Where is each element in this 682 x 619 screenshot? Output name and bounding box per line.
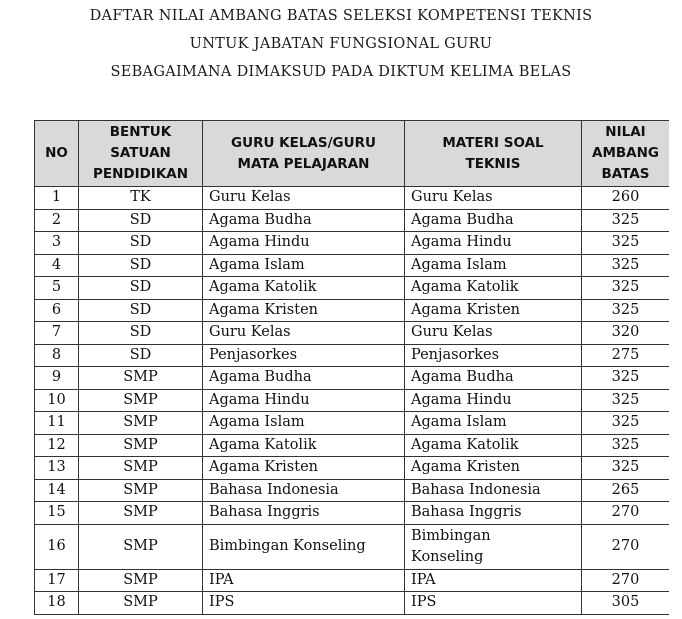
header-no: NO	[35, 121, 79, 187]
cell-guru: IPA	[203, 569, 405, 592]
header-materi-soal-teknis: MATERI SOAL TEKNIS	[405, 121, 582, 187]
table-row	[35, 434, 670, 457]
cell-no: 2	[35, 209, 79, 232]
cell-materi: Agama Islam	[405, 254, 582, 277]
cell-guru: Guru Kelas	[203, 187, 405, 210]
cell-materi: Agama Budha	[405, 209, 582, 232]
document-title-line-3: SEBAGAIMANA DIMAKSUD PADA DIKTUM KELIMA BELAS	[110, 64, 572, 80]
table-header-row	[35, 121, 670, 187]
cell-no: 6	[35, 299, 79, 322]
cell-guru: Agama Kristen	[203, 299, 405, 322]
cell-no: 15	[35, 502, 79, 525]
cell-materi: IPS	[405, 592, 582, 615]
header-guru-kelas-mata-pelajaran: GURU KELAS/GURU MATA PELAJARAN	[203, 121, 405, 187]
cell-bentuk: SD	[79, 322, 203, 345]
cell-bentuk: SD	[79, 232, 203, 255]
cell-no: 8	[35, 344, 79, 367]
table-row	[35, 389, 670, 412]
cell-materi: Agama Kristen	[405, 299, 582, 322]
cell-materi: Agama Hindu	[405, 232, 582, 255]
table-row	[35, 299, 670, 322]
cell-guru: Agama Kristen	[203, 457, 405, 480]
table-row	[35, 254, 670, 277]
table-row	[35, 569, 670, 592]
cell-bentuk: SD	[79, 299, 203, 322]
cell-nilai: 305	[582, 592, 670, 615]
cell-no: 4	[35, 254, 79, 277]
cell-guru: Agama Katolik	[203, 277, 405, 300]
cell-nilai: 325	[582, 457, 670, 480]
cell-guru: Penjasorkes	[203, 344, 405, 367]
table-row	[35, 479, 670, 502]
cell-nilai: 325	[582, 434, 670, 457]
cell-nilai: 270	[582, 524, 670, 569]
cell-no: 7	[35, 322, 79, 345]
cell-guru: Guru Kelas	[203, 322, 405, 345]
cell-bentuk: SMP	[79, 434, 203, 457]
table-row	[35, 277, 670, 300]
cell-bentuk: SD	[79, 209, 203, 232]
cell-materi: Agama Islam	[405, 412, 582, 435]
cell-nilai: 325	[582, 389, 670, 412]
header-bentuk-satuan-pendidikan: BENTUK SATUAN PENDIDIKAN	[79, 121, 203, 187]
cell-no: 3	[35, 232, 79, 255]
cell-nilai: 325	[582, 367, 670, 390]
cell-nilai: 325	[582, 232, 670, 255]
cell-materi: Penjasorkes	[405, 344, 582, 367]
table-body	[35, 187, 670, 615]
cell-bentuk: SMP	[79, 524, 203, 569]
cell-bentuk: TK	[79, 187, 203, 210]
cell-materi: IPA	[405, 569, 582, 592]
cell-no: 18	[35, 592, 79, 615]
cell-guru: Agama Hindu	[203, 389, 405, 412]
cell-no: 9	[35, 367, 79, 390]
cell-nilai: 325	[582, 299, 670, 322]
cell-materi: Agama Katolik	[405, 434, 582, 457]
table-row	[35, 592, 670, 615]
cell-no: 17	[35, 569, 79, 592]
cell-bentuk: SD	[79, 254, 203, 277]
cell-bentuk: SMP	[79, 502, 203, 525]
cell-guru: Agama Hindu	[203, 232, 405, 255]
cell-no: 13	[35, 457, 79, 480]
table-row	[35, 367, 670, 390]
cell-nilai: 320	[582, 322, 670, 345]
table-row	[35, 457, 670, 480]
cell-guru: Bahasa Inggris	[203, 502, 405, 525]
cell-no: 12	[35, 434, 79, 457]
table-row	[35, 232, 670, 255]
table-row	[35, 187, 670, 210]
cell-guru: Agama Budha	[203, 367, 405, 390]
cell-nilai: 270	[582, 502, 670, 525]
cell-materi: Guru Kelas	[405, 322, 582, 345]
cell-materi: Agama Budha	[405, 367, 582, 390]
table-row	[35, 502, 670, 525]
cell-no: 1	[35, 187, 79, 210]
cell-nilai: 325	[582, 254, 670, 277]
cell-materi: Agama Kristen	[405, 457, 582, 480]
cell-guru: Agama Islam	[203, 412, 405, 435]
cell-no: 14	[35, 479, 79, 502]
cell-guru: IPS	[203, 592, 405, 615]
cell-nilai: 270	[582, 569, 670, 592]
cell-nilai: 260	[582, 187, 670, 210]
cell-no: 11	[35, 412, 79, 435]
cell-nilai: 265	[582, 479, 670, 502]
cell-nilai: 275	[582, 344, 670, 367]
threshold-table	[34, 120, 669, 615]
cell-materi: Bahasa Inggris	[405, 502, 582, 525]
cell-materi: Bimbingan Konseling	[405, 524, 582, 569]
document-title-line-1: DAFTAR NILAI AMBANG BATAS SELEKSI KOMPETENSI TEKNIS	[89, 8, 593, 24]
cell-guru: Agama Katolik	[203, 434, 405, 457]
threshold-table-container	[34, 120, 669, 619]
cell-no: 10	[35, 389, 79, 412]
table-row	[35, 209, 670, 232]
cell-guru: Agama Islam	[203, 254, 405, 277]
cell-materi: Guru Kelas	[405, 187, 582, 210]
cell-nilai: 325	[582, 209, 670, 232]
cell-guru: Agama Budha	[203, 209, 405, 232]
cell-materi: Agama Hindu	[405, 389, 582, 412]
cell-materi: Agama Katolik	[405, 277, 582, 300]
cell-bentuk: SMP	[79, 389, 203, 412]
cell-nilai: 325	[582, 412, 670, 435]
cell-guru: Bahasa Indonesia	[203, 479, 405, 502]
cell-bentuk: SMP	[79, 479, 203, 502]
cell-no: 16	[35, 524, 79, 569]
cell-bentuk: SD	[79, 277, 203, 300]
table-row	[35, 344, 670, 367]
cell-bentuk: SMP	[79, 412, 203, 435]
document-title-line-2: UNTUK JABATAN FUNGSIONAL GURU	[189, 36, 493, 52]
table-row	[35, 412, 670, 435]
header-nilai-ambang-batas: NILAI AMBANG BATAS	[582, 121, 670, 187]
table-row	[35, 322, 670, 345]
cell-bentuk: SMP	[79, 367, 203, 390]
cell-no: 5	[35, 277, 79, 300]
cell-bentuk: SD	[79, 344, 203, 367]
cell-bentuk: SMP	[79, 592, 203, 615]
cell-nilai: 325	[582, 277, 670, 300]
cell-bentuk: SMP	[79, 457, 203, 480]
cell-materi: Bahasa Indonesia	[405, 479, 582, 502]
table-row	[35, 524, 670, 569]
cell-bentuk: SMP	[79, 569, 203, 592]
cell-guru: Bimbingan Konseling	[203, 524, 405, 569]
